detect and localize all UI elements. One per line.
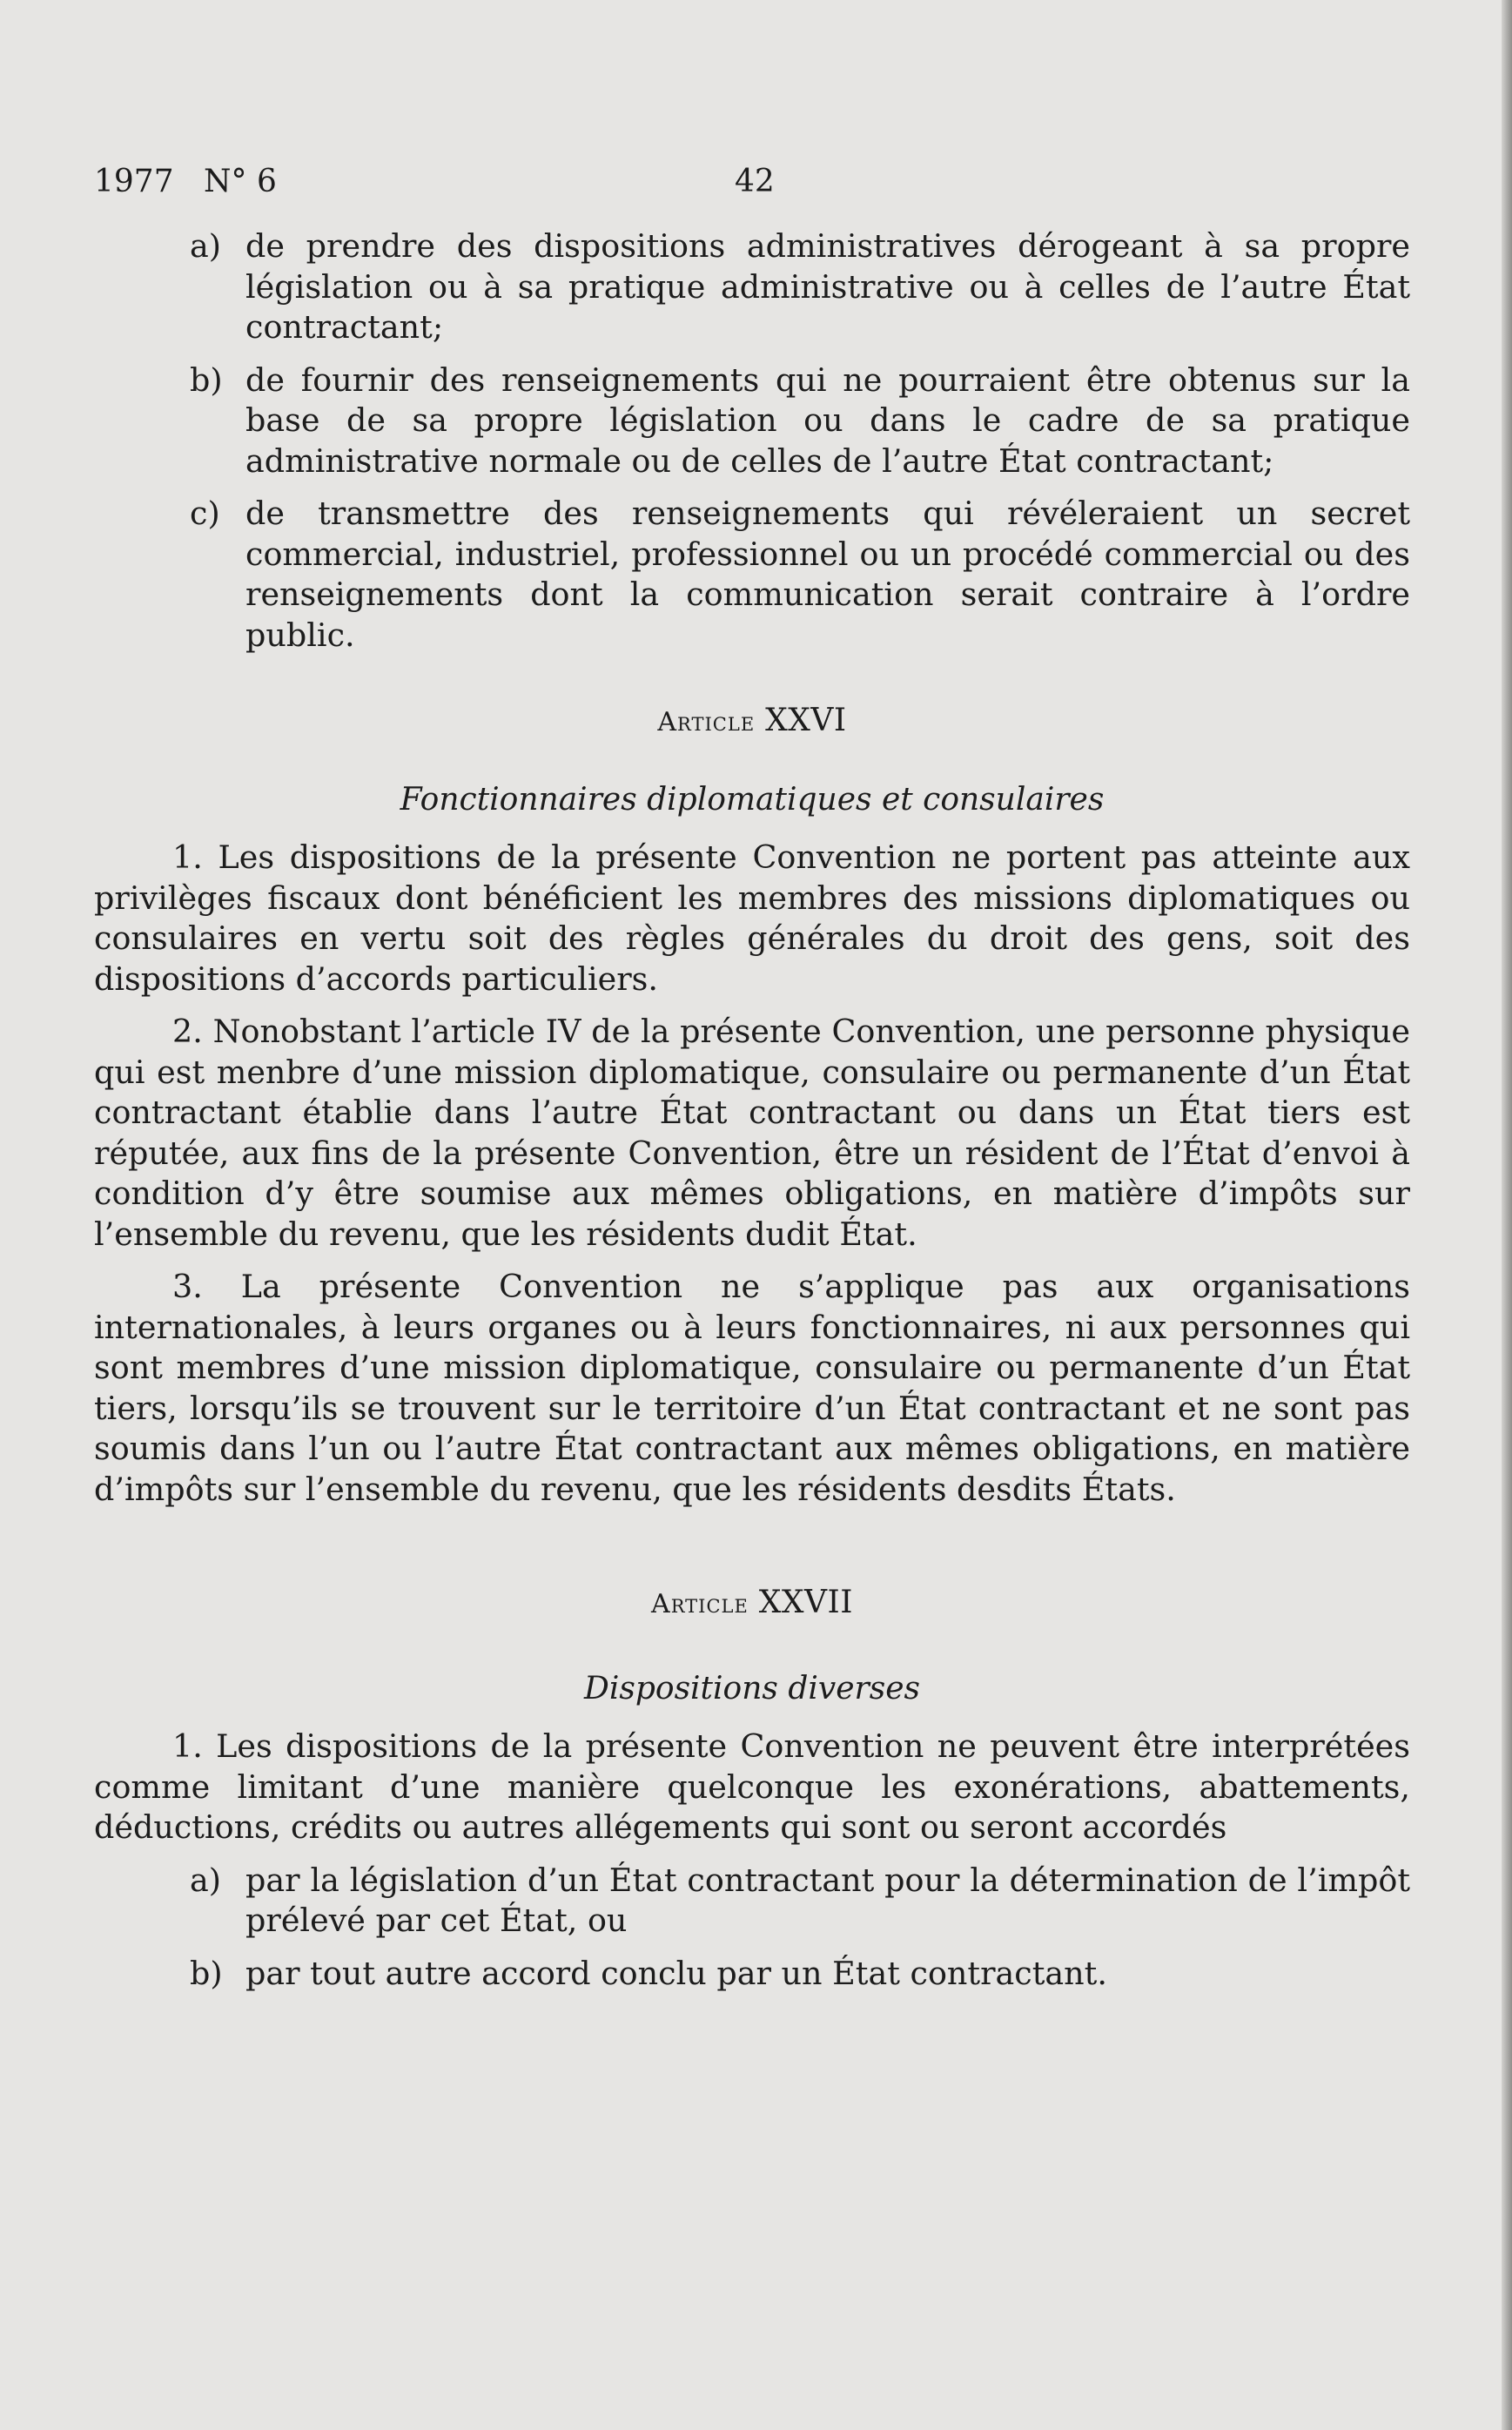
list-item — [94, 360, 1410, 482]
article-numeral: XXVI — [765, 703, 847, 738]
list-item — [94, 494, 1410, 656]
list-item-text: de fournir des renseignements qui ne pourraient être obtenus sur la base de sa propre législation ou dans le cadre de sa pratique administrative normale ou de celles de l’autre État contractant; — [245, 360, 1410, 480]
list-item — [94, 226, 1410, 348]
list-item-label: a) — [190, 227, 222, 265]
page-edge — [1502, 0, 1512, 2430]
paragraph: 3. La présente Convention ne s’applique pas aux organisations internationales, à leurs organes ou à leurs fonctionnaires, ni aux personnes qui sont membres d’une mission diplomatique, consulaire ou permanente d’un État tiers, lorsqu’ils se trouvent sur le territoire d’un État contractant et ne sont pas soumis dans l’un ou l’autre État contractant aux mêmes obligations, en matière d’impôts sur l’ensemble du revenu, que les résidents desdits États. — [94, 1268, 1410, 1508]
list-item-text: par la législation d’un État contractant pour la détermination de l’impôt prélevé par cet État, ou — [245, 1861, 1410, 1939]
paragraph: 1. Les dispositions de la présente Convention ne portent pas atteinte aux privilèges fiscaux dont bénéficient les membres des missions diplomatiques ou consulaires en vertu soit des règles générales du droit des gens, soit des dispositions d’accords particuliers. — [94, 838, 1410, 998]
list-item-text: de prendre des dispositions administratives dérogeant à sa propre législation ou à sa pratique administrative ou à celles de l’autre État contractant; — [245, 227, 1410, 346]
article-27-heading — [94, 1583, 1410, 1626]
list-item-text: de transmettre des renseignements qui révéleraient un secret commercial, industriel, professionnel ou un procédé commercial ou des renseignements dont la communication serait contraire à l’ordre public. — [245, 495, 1410, 654]
page-header — [94, 164, 1410, 207]
list-item — [94, 1861, 1410, 1942]
article-27-title: Dispositions diverses — [584, 1670, 920, 1706]
header-number: N° 6 — [204, 164, 277, 199]
paragraph: 2. Nonobstant l’article IV de la présente Convention, une personne physique qui est menbre d’une mission diplomatique, consulaire ou permanente d’un État contractant établie dans l’autre État contractant ou dans un État tiers est réputée, aux fins de la présente Convention, être un résident de l’État d’envoi à condition d’y être soumise aux mêmes obligations, en matière d’impôts sur l’ensemble du revenu, que les résidents dudit État. — [94, 1013, 1410, 1253]
paragraph: 1. Les dispositions de la présente Convention ne peuvent être interprétées comme limitant d’une manière quelconque les exonérations, abattements, déductions, crédits ou autres allégements qui sont ou seront accordés — [94, 1727, 1410, 1846]
article-word: Article — [657, 707, 756, 737]
list-item-label: c) — [190, 495, 220, 532]
page-number: 42 — [735, 164, 775, 199]
list-item-label: a) — [190, 1861, 222, 1899]
document-body — [94, 226, 1410, 2006]
header-year: 1977 — [94, 164, 174, 199]
list-item — [94, 1954, 1410, 1995]
article-numeral: XXVII — [758, 1585, 853, 1620]
article-word: Article — [651, 1589, 749, 1619]
article-26-title: Fonctionnaires diplomatiques et consulaires — [400, 781, 1105, 818]
list-item-label: b) — [190, 360, 223, 399]
list-item-label: b) — [190, 1954, 223, 1992]
article-26-heading — [94, 701, 1410, 744]
list-item-text: par tout autre accord conclu par un État contractant. — [245, 1954, 1107, 1992]
